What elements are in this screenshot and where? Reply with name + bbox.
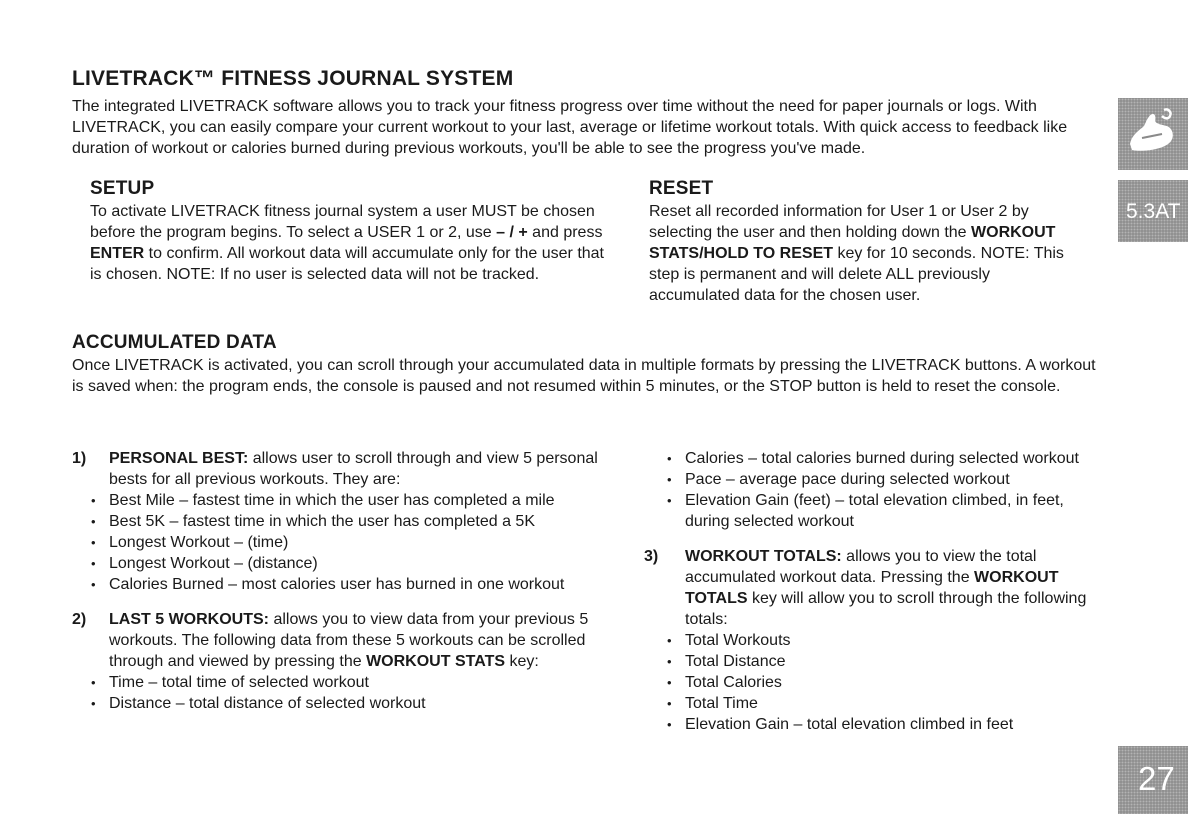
running-shoe-icon — [1122, 104, 1184, 164]
list-item: • Best Mile – fastest time in which the user has completed a mile — [89, 490, 612, 511]
list-item: • Calories – total calories burned during selected workout — [665, 448, 1090, 469]
accumulated-data-text: Once LIVETRACK is activated, you can scroll through your accumulated data in multiple formats by pressing the LIVETRACK buttons. A workout is saved when: the program ends, the console is paused and not resumed within 5 minutes, or the STOP button is held to reset the console. — [72, 357, 1096, 395]
reset-heading: RESET — [649, 178, 714, 199]
reset-text: Reset all recorded information for User 1 or User 2 by selecting the user and then holding down the WORKOUT STATS/HOLD TO RESET key for 10 seconds. NOTE: This step is permanent and will delete ALL previously accumulated data for the chosen user. — [649, 203, 1064, 304]
workout-totals-key: WORKOUT TOTALS — [685, 569, 1059, 607]
enter-key: ENTER — [90, 245, 145, 262]
list-item: • Total Time — [665, 693, 1090, 714]
list-item: • Longest Workout – (distance) — [89, 553, 612, 574]
item-number: 1) — [72, 450, 87, 467]
workout-totals-item: 3) WORKOUT TOTALS: allows you to view the total accumulated workout data. Pressing the WORKOUT TOTALS key will allow you to scroll through the following totals: — [644, 548, 1087, 628]
page-number: 27 — [1138, 760, 1175, 797]
list-item: • Pace – average pace during selected workout — [665, 469, 1090, 490]
list-item: • Best 5K – fastest time in which the user has completed a 5K — [89, 511, 612, 532]
list-item: • Calories Burned – most calories user has burned in one workout — [89, 574, 612, 595]
workout-stats-key: WORKOUT STATS — [366, 653, 506, 670]
minus-plus-key: – / + — [496, 224, 528, 241]
intro-paragraph: The integrated LIVETRACK software allows you to track your fitness progress over time without the need for paper journals or logs. With LIVETRACK, you can easily compare your current workout to your last, average or lifetime workout totals. With quick access to feedback like duration of workout or calories burned during previous workouts, you'll be able to see the progress you've made. — [72, 98, 1068, 157]
page-number-tab — [1118, 746, 1188, 814]
personal-best-text: allows user to scroll through and view 5 personal bests for all previous workouts. They are: — [109, 450, 598, 488]
list-item: • Distance – total distance of selected workout — [89, 693, 612, 714]
workout-stats-reset-key: WORKOUT STATS/HOLD TO RESET — [649, 224, 1056, 262]
last-5-workouts-list — [89, 672, 612, 714]
reset-section — [649, 178, 1079, 306]
list-item: • Longest Workout – (time) — [89, 532, 612, 553]
left-column — [72, 448, 612, 714]
section-tab — [1118, 180, 1188, 242]
setup-text: To activate LIVETRACK fitness journal system a user MUST be chosen before the program begins. To select a USER 1 or 2, use – / + and press ENTER to confirm. All workout data will accumulate only for the user that is chosen. NOTE: If no user is selected data will not be tracked. — [90, 203, 604, 283]
list-item: • Elevation Gain – total elevation climbed in feet — [665, 714, 1090, 735]
personal-best-label: PERSONAL BEST: — [109, 450, 249, 467]
page-title: LIVETRACK™ FITNESS JOURNAL SYSTEM — [72, 67, 514, 90]
workout-totals-list — [665, 630, 1090, 735]
accumulated-data-heading: ACCUMULATED DATA — [72, 332, 277, 353]
list-item: • Total Calories — [665, 672, 1090, 693]
personal-best-list — [89, 490, 612, 595]
section-number: 5.3AT — [1126, 200, 1181, 223]
setup-heading: SETUP — [90, 178, 155, 199]
last-5-workouts-item: 2) LAST 5 WORKOUTS: allows you to view data from your previous 5 workouts. The following data from these 5 workouts can be scrolled through and viewed by pressing the WORKOUT STATS key: — [72, 611, 589, 670]
list-item: • Total Distance — [665, 651, 1090, 672]
right-column — [644, 448, 1090, 735]
item-number: 3) — [644, 548, 659, 565]
personal-best-item — [72, 448, 612, 490]
list-item: • Elevation Gain (feet) – total elevation climbed, in feet, during selected workout — [665, 490, 1090, 532]
chapter-icon-tab — [1118, 98, 1188, 170]
setup-section — [90, 178, 610, 285]
list-item: • Total Workouts — [665, 630, 1090, 651]
last-5-workouts-label: LAST 5 WORKOUTS: — [109, 611, 269, 628]
accumulated-data-section — [72, 332, 1102, 397]
last-5-workouts-list-continued — [665, 448, 1090, 532]
workout-totals-label: WORKOUT TOTALS: — [685, 548, 842, 565]
item-number: 2) — [72, 611, 87, 628]
list-item: • Time – total time of selected workout — [89, 672, 612, 693]
